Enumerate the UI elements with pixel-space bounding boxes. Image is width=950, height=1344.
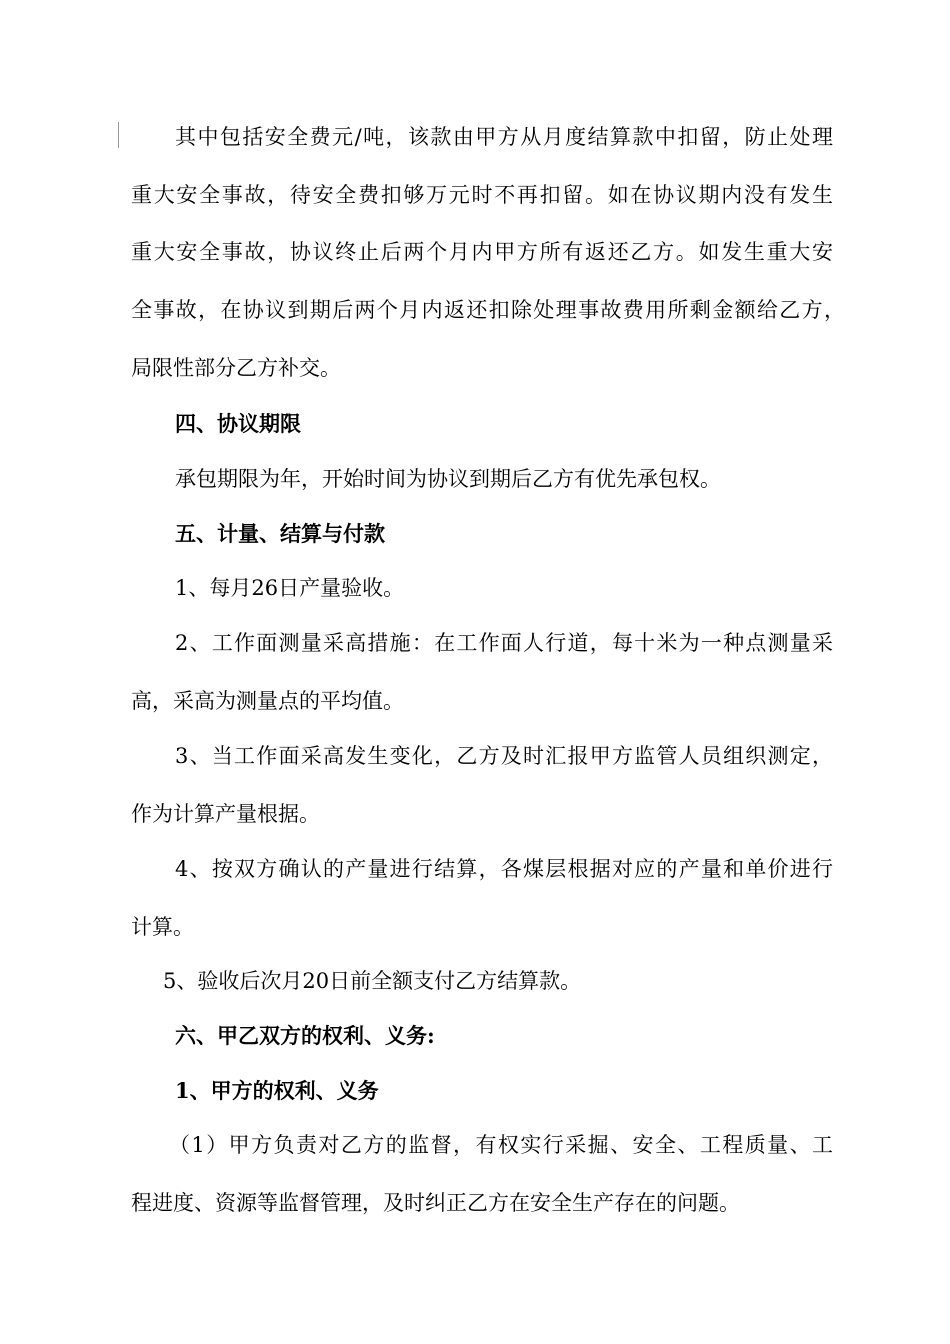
paragraph-line: 局限性部分乙方补交。	[131, 356, 341, 380]
paragraph-line: 承包期限为年，开始时间为协议到期后乙方有优先承包权。	[175, 467, 721, 491]
list-item: 2、工作面测量采高措施：在工作面人行道，每十米为一种点测量采	[175, 631, 833, 655]
list-item-continuation: 计算。	[131, 915, 194, 939]
list-item-continuation: 高，采高为测量点的平均值。	[131, 689, 404, 713]
paragraph-line: 重大安全事故，协议终止后两个月内甲方所有返还乙方。如发生重大安	[131, 240, 833, 264]
margin-mark	[118, 122, 119, 148]
list-item: 5、验收后次月20日前全额支付乙方结算款。	[163, 969, 582, 993]
list-item: 4、按双方确认的产量进行结算，各煤层根据对应的产量和单价进行	[175, 857, 833, 881]
list-item: 1、每月26日产量验收。	[175, 576, 405, 600]
list-item-continuation: 程进度、资源等监督管理，及时纠正乙方在安全生产存在的问题。	[131, 1191, 740, 1215]
section-heading: 六、甲乙双方的权利、义务:	[175, 1023, 435, 1048]
list-item: 3、当工作面采高发生变化，乙方及时汇报甲方监管人员组织测定，	[175, 744, 833, 768]
subsection-heading: 1、甲方的权利、义务	[175, 1078, 379, 1103]
section-heading: 五、计量、结算与付款	[175, 521, 385, 546]
list-item: （1）甲方负责对乙方的监督，有权实行采掘、安全、工程质量、工	[169, 1133, 833, 1157]
paragraph-line: 其中包括安全费元/吨，该款由甲方从月度结算款中扣留，防止处理	[175, 125, 833, 149]
section-heading: 四、协议期限	[175, 411, 301, 436]
paragraph-line: 全事故，在协议到期后两个月内返还扣除处理事故费用所剩金额给乙方，	[131, 298, 845, 322]
paragraph-line: 重大安全事故，待安全费扣够万元时不再扣留。如在协议期内没有发生	[131, 183, 833, 207]
list-item-continuation: 作为计算产量根据。	[131, 802, 320, 826]
